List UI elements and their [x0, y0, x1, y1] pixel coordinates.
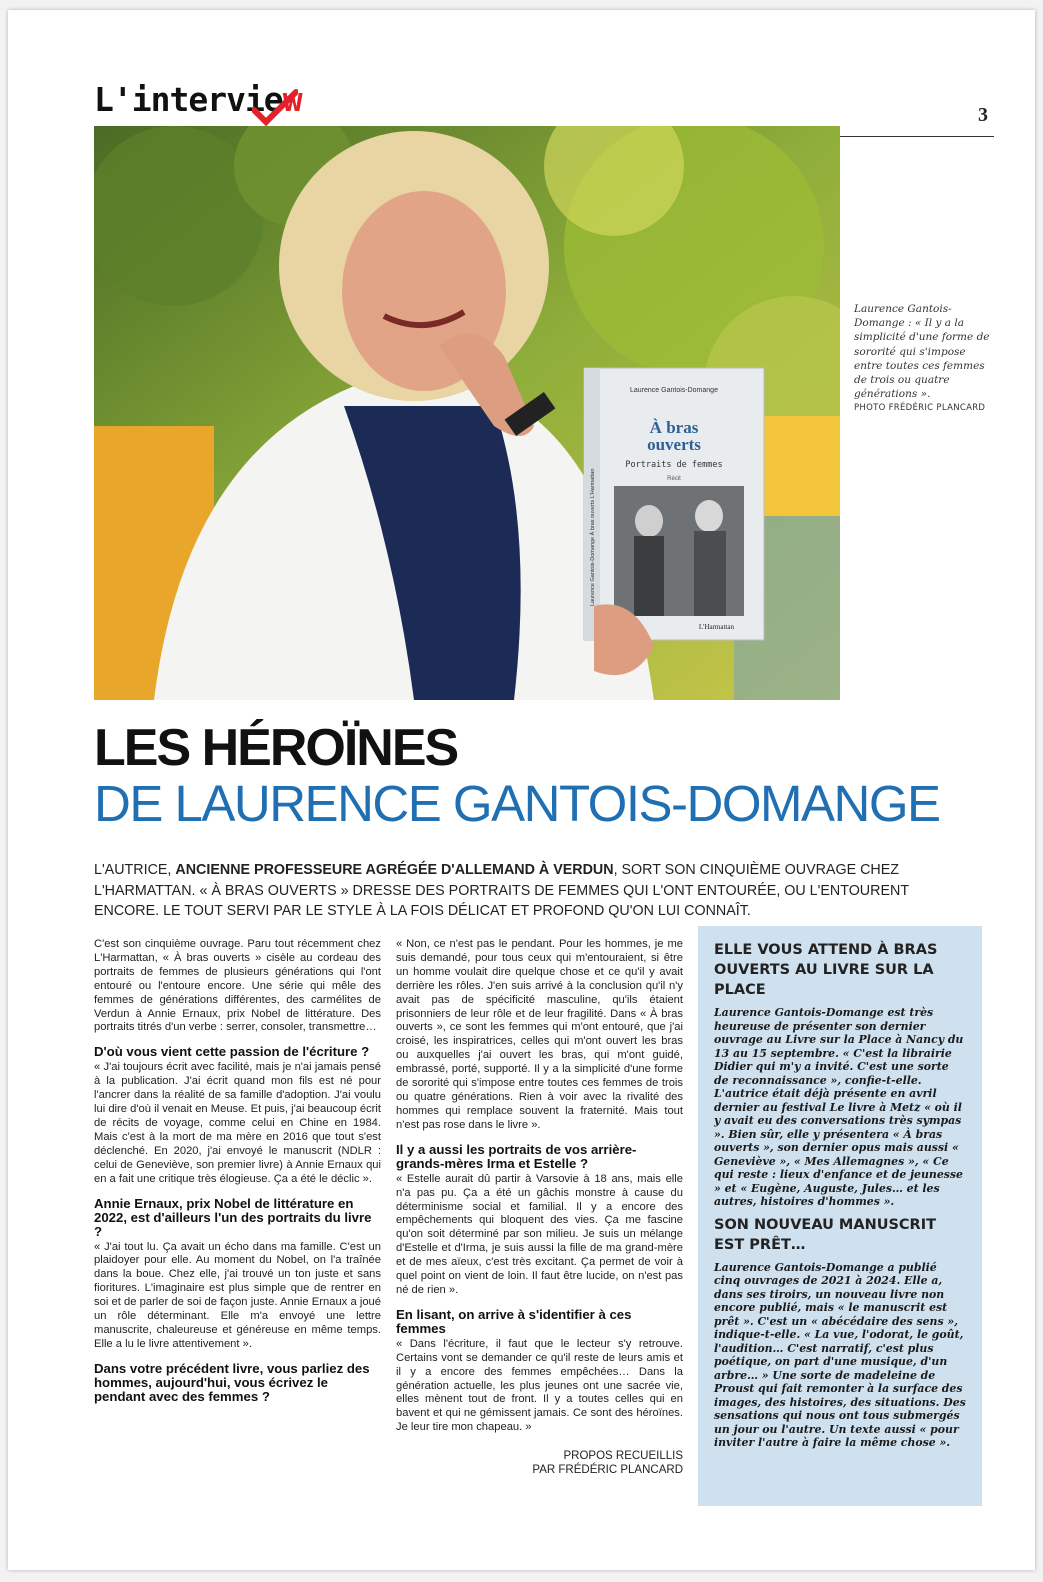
book-spine: Laurence Gantois-Domange À bras ouverts L'Harmattan — [590, 468, 596, 606]
sidebar-heading-1: ELLE VOUS ATTEND À BRAS OUVERTS AU LIVRE SUR LA PLACE — [714, 942, 938, 998]
lead-bold: ANCIENNE PROFESSEURE AGRÉGÉE D'ALLEMAND À VERDUN — [175, 862, 614, 878]
photo-credit: PHOTO FRÉDÉRIC PLANCARD — [854, 403, 986, 414]
question-2: Annie Ernaux, prix Nobel de littérature en 2022, est d'ailleurs l'un des portraits du livre ? — [94, 1195, 372, 1239]
logo-accent: w — [282, 80, 302, 119]
logo-text: L'intervie — [94, 80, 283, 119]
question-5: En lisant, on arrive à s'identifier à ces femmes — [396, 1306, 632, 1336]
checkmark-icon — [252, 88, 298, 128]
signature-line1: PROPOS RECUEILLIS — [563, 1450, 683, 1463]
article-intro: C'est son cinquième ouvrage. Paru tout récemment chez L'Harmattan, « À bras ouverts » cisèle au cordeau des portraits de femmes de plusieurs générations qui l'ont entouré ou l'entoure encore. Une série qui mêle des femmes de générations différentes, des carmélites de Verdun à Annie Ernaux, prix Nobel de littérature. Des portraits titrés d'un verbe : serrer, consoler, transmettre… — [94, 938, 381, 1034]
sidebar-paragraph-1: Laurence Gantois-Domange est très heureuse de présenter son dernier ouvrage au Livre sur la Place à Nancy du 13 au 15 septembre. « C'est la librairie Didier qui m'y a invité. C'est une sorte de reconnaissance », confie-t-elle. L'autrice était déjà présente en avril dernier au festival Le livre à Metz « où il y avait eu des conversations très sympas ». Bien sûr, elle y présentera « À bras ouverts », son dernier opus mais aussi « Geneviève », « Mes Allemagnes », « Ce qui reste : lieux d'enfance et de jeunesse » et « Eugène, Auguste, Jules… et les autres, histoires d'hommes ». — [714, 1006, 964, 1208]
answer-5: « Dans l'écriture, il faut que le lecteur s'y retrouve. Certains vont se demander ce qu'il reste de leurs amis et il y a encore des femmes empêchées… Dans la génération actuelle, les plus jeunes ont une sacrée vie, elles mènent tout de front. Il y a toutes celles qui en bavent et qui ne gémissent jamais. Ce sont des héroïnes. Je leur tire mon chapeau. » — [396, 1337, 683, 1434]
question-1: D'où vous vient cette passion de l'écriture ? — [94, 1044, 370, 1060]
caption-text: Laurence Gantois-Domange : « Il y a la simplicité d'une forme de sororité qui s'impose entre toutes ces femmes de trois ou quatre générations ». — [854, 303, 990, 401]
lead-part1: L'AUTRICE, — [94, 862, 176, 878]
book-title-line1: À bras — [649, 418, 699, 437]
article-signature — [396, 1449, 683, 1477]
sidebar-box — [698, 926, 982, 1506]
question-3: Dans votre précédent livre, vous parliez des hommes, aujourd'hui, vous écrivez le pendant avec des femmes ? — [94, 1360, 370, 1404]
lead-paragraph — [94, 860, 974, 922]
answer-2: « J'ai tout lu. Ça avait un écho dans ma famille. C'est un plaidoyer pour elle. Au moment du Nobel, on l'a traînée dans la boue. Chez elle, j'ai trouvé un ton juste et sans fioritures. L'imaginaire est plus simple que de rentrer en soi et de parler de soi de façon juste. Annie Ernaux a joué un rôle déterminant. Elle m'a envoyé une lettre manuscrite, chaleureuse et généreuse en même temps. Elle a lu le livre attentivement ». — [94, 1240, 381, 1350]
newspaper-page — [8, 10, 1035, 1570]
question-4: Il y a aussi les portraits de vos arrière-grands-mères Irma et Estelle ? — [396, 1141, 637, 1171]
sidebar-heading-2: SON NOUVEAU MANUSCRIT EST PRÊT… — [714, 1216, 937, 1253]
book-author: Laurence Gantois-Domange — [630, 387, 718, 394]
book-title-line2: ouverts — [647, 435, 701, 454]
main-photo — [94, 126, 840, 700]
sidebar-paragraph-2: Laurence Gantois-Domange a publié cinq ouvrages de 2021 à 2024. Elle a, dans ses tiroirs, un nouveau livre non encore publié, mais « le manuscrit est prêt ». C'est un « abécédaire des sens », indique-t-elle. « La vue, l'odorat, le goût, l'audition… C'est narratif, c'est plus poétique, on part d'une musique, d'un arbre… » Une sorte de madeleine de Proust qui fait remonter à la surface des images, des histoires, des situations. Des sensations qui nous ont tous submergés un jour ou l'autre. Un texte aussi « pour inviter l'autre à faire la même chose ». — [714, 1260, 966, 1449]
answer-1: « J'ai toujours écrit avec facilité, mais je n'ai jamais pensé à la publication. J'ai écrit quand mon fils est né pour l'ancrer dans la réalité de sa famille d'adoption. J'ai voulu lui dire d'où il venait en Meuse. Et puis, j'ai beaucoup écrit de récits de voyage, comme celui en Chine en 1984. Mais c'est à la mort de ma mère en 2016 que tout s'est déclenché. En 2020, j'ai envoyé le manuscrit (NDLR : celui de Geneviève, son premier livre) à Annie Ernaux qui en a fait une critique très élogieuse. Ça a été le déclic ». — [94, 1061, 381, 1185]
book-genre: Récit — [667, 476, 681, 482]
article-column-1 — [94, 938, 381, 1406]
answer-4: « Estelle aurait dû partir à Varsovie à 18 ans, mais elle n'a pas pu. Ça a été un gâchis monstre à cause du déterminisme social et familial. Il y a encore des empêchements qui bloquent des vies. Ça me fascine qu'on soit déterminé par son milieu. Je suis un mélange d'Estelle et d'Irma, je suis aussi la fille de ma grand-mère et de mes aïeux, c'est très excitant. Ça permet de voir à quel point on vient de loin. Il faut être lucide, on n'est pas né de rien ». — [396, 1172, 683, 1296]
headline-line1: LES HÉROÏNES — [94, 719, 458, 777]
page-number: 3 — [978, 104, 988, 126]
article-column-2 — [396, 938, 683, 1477]
book-cover — [584, 368, 764, 640]
photo-caption — [854, 302, 994, 416]
signature-line2: PAR FRÉDÉRIC PLANCARD — [532, 1464, 683, 1477]
book-publisher: L'Harmattan — [698, 623, 734, 631]
book-subtitle: Portraits de femmes — [625, 460, 723, 470]
headline-line2: DE LAURENCE GANTOIS-DOMANGE — [94, 775, 940, 832]
answer-3: « Non, ce n'est pas le pendant. Pour les hommes, je me suis demandé, pour tous ceux qui m'entouraient, si être un homme voulait dire quelque chose et ce qu'il y avait derrière les rôles. J'en suis arrivé à la conclusion qu'il n'y avait pas de spécificité masculine, qu'ils étaient prisonniers de leur rôle et de leur fragilité. Dans « À bras ouverts », ce sont les femmes qui m'ont entouré, que j'ai croisé, les inspiratrices, celles qui m'ont ouvert les bras ou auxquelles j'ai ouvert les bras, qui m'ont guidé, embrassé, porté, supporté. Il y a la simplicité d'une forme de sororité qui s'impose entre toutes ces femmes de trois ou quatre générations. Rien à voir avec la rivalité des hommes qui remplace souvent la fraternité. Mais tout n'est pas rose dans le livre ». — [396, 938, 683, 1131]
photo-illustration — [94, 126, 840, 700]
lead-part2: , SORT SON CINQUIÈME OUVRAGE CHEZ L'HARMATTAN. « À BRAS OUVERTS » DRESSE DES PORTRAITS DE FEMMES QUI L'ONT ENTOURÉE, OU L'ENTOURENT ENCORE. LE TOUT SERVI PAR LE STYLE À LA FOIS DÉLICAT ET PROFOND QU'ON LUI CONNAÎT. — [94, 862, 909, 919]
